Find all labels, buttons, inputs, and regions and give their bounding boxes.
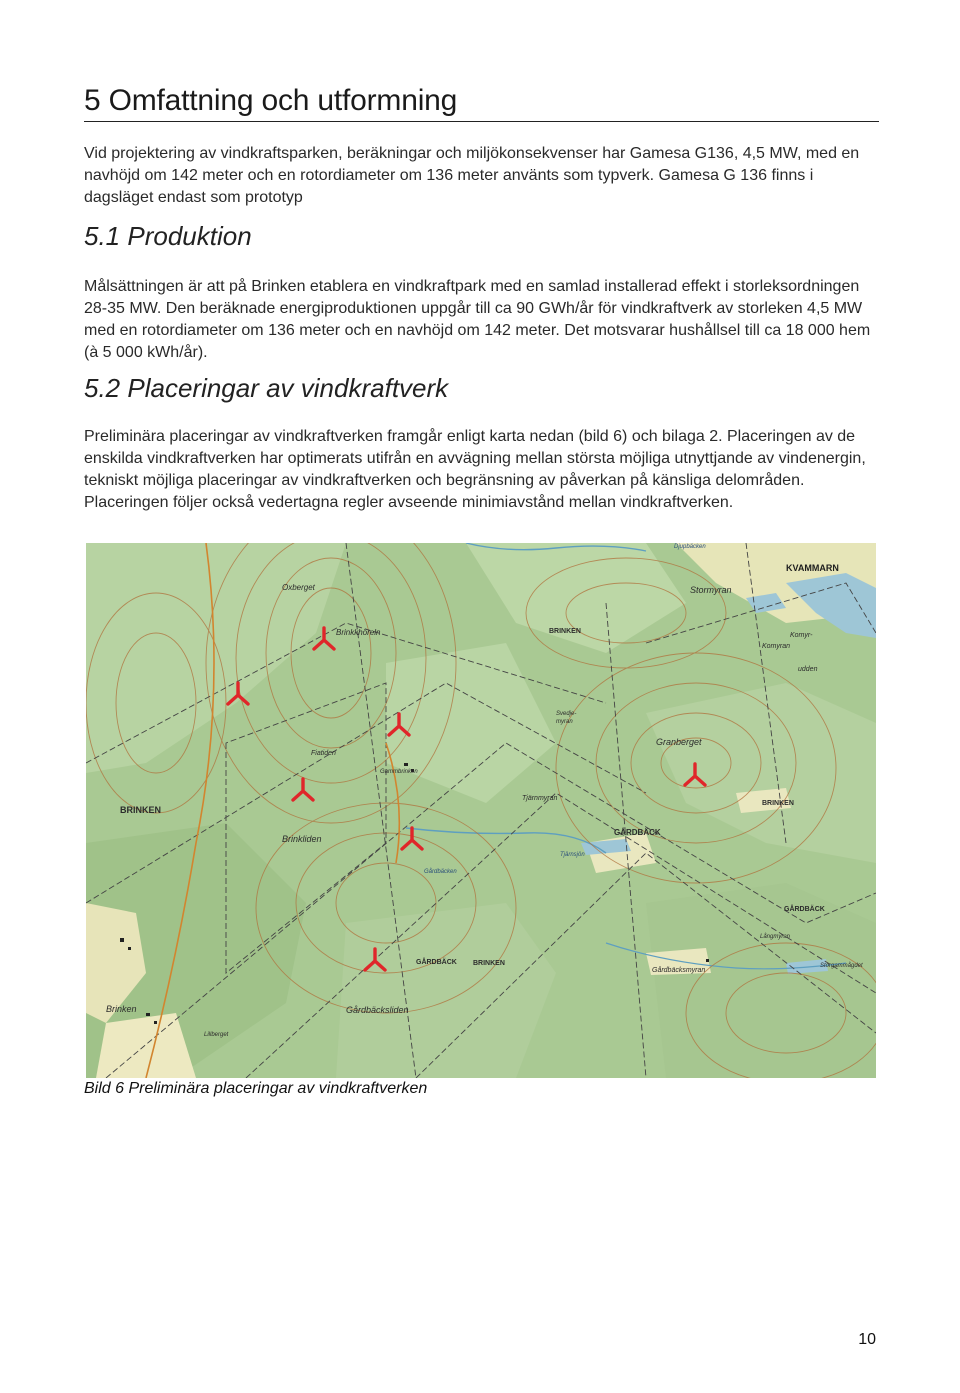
section-5-1-body: Målsättningen är att på Brinken etablera en vindkraftpark med en samlad installerad effekt i storleksordningen 28-35 MW. Den beräknade energiproduktionen uppgår till ca 90 GWh/år för vindkraftverk av storleken 4,5 MW med en rotordiameter om 136 meter och en navhöjd om 142 meter. Det motsvarar hushållsel till ca 18 000 hem (à 5 000 kWh/år).: [84, 278, 871, 361]
svg-text:Brinkliden: Brinkliden: [282, 834, 322, 844]
svg-text:Storgammågdet: Storgammågdet: [820, 963, 863, 969]
svg-text:Komyr-: Komyr-: [790, 632, 813, 639]
section-5-2-title: 5.2 Placeringar av vindkraftverk: [84, 373, 449, 403]
svg-text:Lillberget: Lillberget: [204, 1032, 229, 1038]
svg-text:Djupbäcken: Djupbäcken: [674, 544, 706, 550]
svg-text:Oxberget: Oxberget: [282, 583, 315, 592]
svg-text:Brinken: Brinken: [106, 1004, 137, 1014]
svg-text:BRINKEN: BRINKEN: [473, 960, 505, 967]
svg-text:BRINKEN: BRINKEN: [549, 628, 581, 635]
svg-text:Långmyran: Långmyran: [760, 934, 791, 940]
svg-text:Komyran: Komyran: [762, 643, 791, 650]
page-number: 10: [858, 1331, 876, 1348]
svg-text:KVAMMARN: KVAMMARN: [786, 563, 839, 573]
svg-text:Granberget: Granberget: [656, 737, 702, 747]
svg-text:myran: myran: [556, 719, 573, 725]
svg-text:Gårdbäcksliden: Gårdbäcksliden: [346, 1005, 409, 1015]
svg-text:BRINKEN: BRINKEN: [120, 805, 162, 815]
svg-text:Stormyran: Stormyran: [690, 585, 732, 595]
svg-text:Gammbrinken: Gammbrinken: [380, 769, 418, 775]
svg-text:Brinkkhöreln: Brinkkhöreln: [336, 628, 381, 637]
svg-text:GÅRDBÄCK: GÅRDBÄCK: [614, 828, 661, 837]
wind-farm-map: [86, 543, 876, 1078]
section-5-2-body: Preliminära placeringar av vindkraftverken framgår enligt karta nedan (bild 6) och bilaga 2. Placeringen av de enskilda vindkraftverken har optimerats utifrån en avvägning mellan största möjliga utnyttjande av vindenergin, tekniskt möjliga placeringar av vindkraftverken och begränsning av påverkan på känsliga delområden. Placeringen följer också vedertagna regler avseende minimiavstånd mellan vindkraftverken.: [84, 428, 866, 511]
svg-text:udden: udden: [798, 666, 818, 673]
svg-text:BRINKEN: BRINKEN: [762, 800, 794, 807]
intro-paragraph: Vid projektering av vindkraftsparken, beräkningar och miljökonsekvenser har Gamesa G136, 4,5 MW, med en navhöjd om 142 meter och en rotordiameter om 136 meter använts som typverk. Gamesa G 136 finns i dagsläget endast som prototyp: [84, 145, 860, 206]
svg-text:Fiatiden: Fiatiden: [311, 750, 336, 757]
section-5-1-title: 5.1 Produktion: [84, 221, 252, 251]
svg-text:Gårdbäcksmyran: Gårdbäcksmyran: [652, 967, 706, 974]
svg-text:GÅRDBÄCK: GÅRDBÄCK: [784, 906, 825, 913]
svg-text:Tjärnsjön: Tjärnsjön: [560, 852, 585, 858]
chapter-heading: 5 Omfattning och utformning: [84, 84, 458, 117]
figure-caption: Bild 6 Preliminära placeringar av vindkraftverken: [84, 1080, 428, 1097]
svg-text:Gårdbäcken: Gårdbäcken: [424, 869, 457, 875]
svg-text:Tjärnmyran: Tjärnmyran: [522, 795, 558, 802]
svg-text:Svedje-: Svedje-: [556, 711, 577, 717]
svg-text:GÅRDBÄCK: GÅRDBÄCK: [416, 959, 457, 966]
heading-rule: [84, 121, 879, 122]
